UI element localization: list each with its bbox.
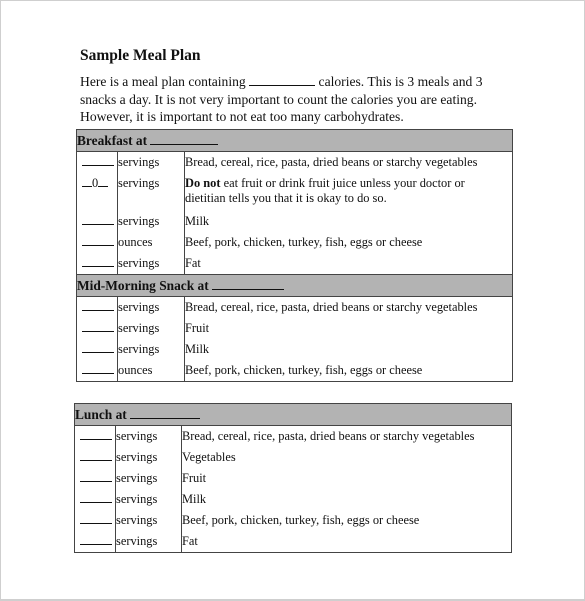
- qty-blank: [82, 256, 114, 267]
- snack-time-blank: [212, 278, 284, 290]
- snack-header-label: Mid-Morning Snack at: [77, 278, 209, 293]
- page-title: Sample Meal Plan: [80, 47, 201, 64]
- qty-blank: [82, 342, 114, 353]
- breakfast-time-blank: [150, 133, 218, 145]
- qty-blank: [82, 363, 114, 374]
- table-row: [77, 232, 513, 253]
- qty-blank: [82, 235, 114, 246]
- unit-label: servings: [118, 152, 185, 174]
- food-description: Milk: [185, 211, 513, 232]
- qty-blank: [80, 492, 112, 503]
- food-description: Fruit: [185, 318, 513, 339]
- table-row: [75, 510, 512, 531]
- food-description: Fat: [185, 253, 513, 275]
- unit-label: ounces: [118, 360, 185, 382]
- unit-label: servings: [118, 339, 185, 360]
- table-row: [77, 152, 513, 174]
- breakfast-snack-table: [76, 129, 513, 382]
- table-row: [75, 531, 512, 553]
- qty-blank: [82, 155, 114, 166]
- intro-text-3: However, it is important to not eat too many carbohydrates.: [80, 109, 404, 124]
- unit-label: servings: [116, 489, 182, 510]
- food-description: Beef, pork, chicken, turkey, fish, eggs or cheese: [182, 510, 512, 531]
- lunch-header-label: Lunch at: [75, 407, 127, 422]
- qty-blank: [80, 429, 112, 440]
- breakfast-header: [77, 130, 513, 152]
- food-description: Fat: [182, 531, 512, 553]
- qty-blank: [80, 471, 112, 482]
- table-row: [77, 173, 513, 211]
- intro-text-1b: calories. This is 3 meals and 3: [318, 74, 483, 89]
- unit-label: servings: [118, 253, 185, 275]
- unit-label: servings: [118, 211, 185, 232]
- intro-text-1a: Here is a meal plan containing: [80, 74, 246, 89]
- lunch-table: [74, 403, 512, 553]
- unit-label: servings: [118, 318, 185, 339]
- intro-paragraph: [80, 73, 520, 126]
- food-description: Bread, cereal, rice, pasta, dried beans or starchy vegetables: [182, 426, 512, 448]
- unit-label: ounces: [118, 232, 185, 253]
- lunch-header: [75, 404, 512, 426]
- calories-blank: [249, 74, 315, 86]
- table-row: [75, 468, 512, 489]
- qty-blank: [82, 321, 114, 332]
- unit-label: servings: [118, 297, 185, 319]
- intro-text-2: snacks a day. It is not very important to count the calories you are eating.: [80, 91, 477, 107]
- unit-label: servings: [116, 510, 182, 531]
- food-description: Beef, pork, chicken, turkey, fish, eggs or cheese: [185, 360, 513, 382]
- emphasis-text: Do not: [185, 176, 221, 190]
- table-row: [77, 360, 513, 382]
- table-row: [77, 318, 513, 339]
- qty-blank: [82, 214, 114, 225]
- food-description: Bread, cereal, rice, pasta, dried beans or starchy vegetables: [185, 297, 513, 319]
- unit-label: servings: [118, 173, 185, 211]
- table-row: [75, 489, 512, 510]
- table-row: [77, 253, 513, 275]
- food-description: Vegetables: [182, 447, 512, 468]
- lunch-time-blank: [130, 407, 200, 419]
- table-row: [77, 297, 513, 319]
- qty-blank: [82, 300, 114, 311]
- food-description: Beef, pork, chicken, turkey, fish, eggs or cheese: [185, 232, 513, 253]
- snack-header: [77, 275, 513, 297]
- table-row: [75, 426, 512, 448]
- food-description: Bread, cereal, rice, pasta, dried beans or starchy vegetables: [185, 152, 513, 174]
- qty-blank: [80, 450, 112, 461]
- food-description: Fruit: [182, 468, 512, 489]
- qty-value: 0: [92, 176, 99, 190]
- unit-label: servings: [116, 447, 182, 468]
- unit-label: servings: [116, 426, 182, 448]
- food-description: Milk: [185, 339, 513, 360]
- qty-blank: [80, 513, 112, 524]
- unit-label: servings: [116, 531, 182, 553]
- breakfast-header-label: Breakfast at: [77, 133, 148, 148]
- unit-label: servings: [116, 468, 182, 489]
- food-description: Do not eat fruit or drink fruit juice unless your doctor or dietitian tells you that it is okay to do so.: [185, 173, 513, 211]
- qty-blank: [80, 534, 112, 545]
- table-row: [75, 447, 512, 468]
- table-row: [77, 211, 513, 232]
- food-description: Milk: [182, 489, 512, 510]
- table-row: [77, 339, 513, 360]
